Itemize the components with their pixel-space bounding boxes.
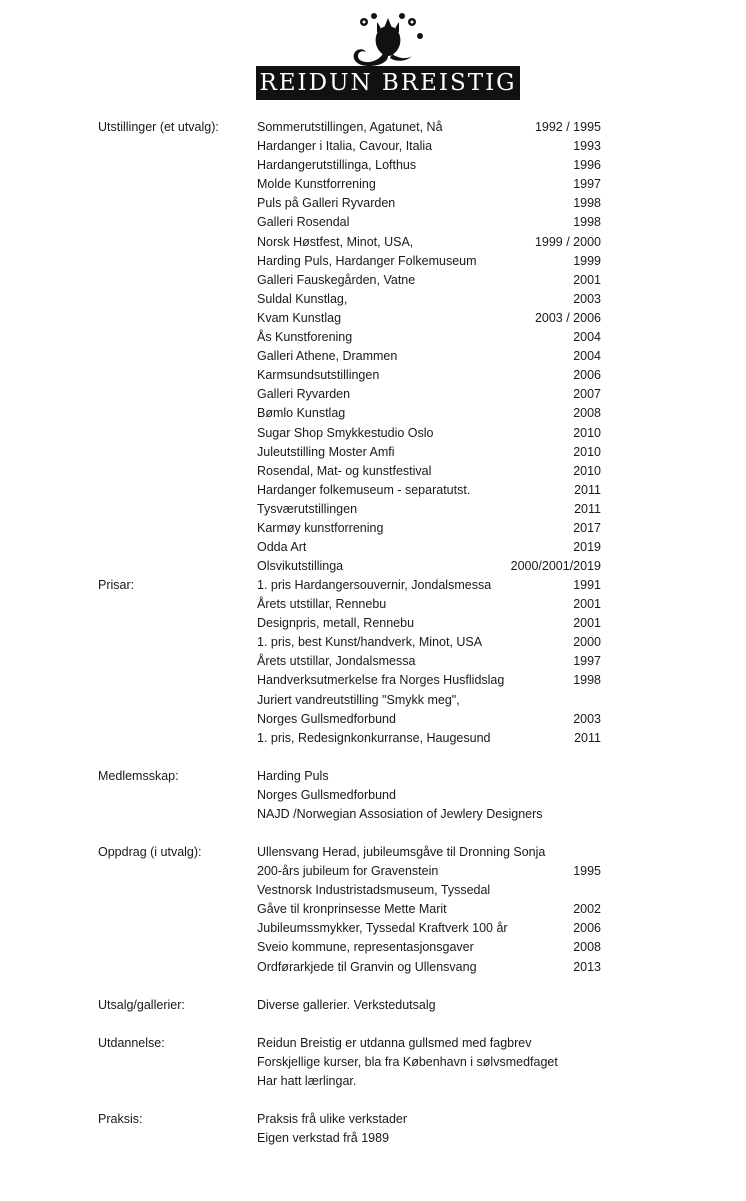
- entry-row: [0, 500, 746, 519]
- entry-year: 2001: [573, 597, 601, 612]
- entry-text: Gåve til kronprinsesse Mette Marit: [257, 902, 447, 917]
- entry-text: Kvam Kunstlag: [257, 310, 342, 325]
- entry-row: [0, 938, 746, 957]
- entry-row: [0, 424, 746, 443]
- entry-year: 2019: [573, 540, 601, 555]
- entry-row: [0, 671, 746, 690]
- entry-text: Juleutstilling Moster Amfi: [257, 444, 395, 459]
- entry-text: Bømlo Kunstlag: [257, 406, 346, 421]
- entry-row: [0, 290, 746, 309]
- entry-row: [0, 538, 746, 557]
- entry-text: Jubileumssmykker, Tyssedal Kraftverk 100 år: [257, 921, 508, 936]
- entry-year: 1997: [573, 654, 601, 669]
- entry-text: Juriert vandreutstilling "Smykk meg",: [257, 692, 460, 707]
- entry-text: 200-års jubileum for Gravenstein: [257, 864, 439, 879]
- entry-text: Praksis frå ulike verkstader: [257, 1112, 408, 1126]
- entry-text: Karmøy kunstforrening: [257, 520, 384, 535]
- entry-year: 2011: [574, 730, 601, 745]
- entry-row: [0, 958, 746, 977]
- entry-row: [0, 652, 746, 671]
- entry-row: [0, 557, 746, 576]
- brand-logo: [256, 12, 520, 100]
- entry-text: Galleri Ryvarden: [257, 387, 351, 402]
- entry-text: Ordførarkjede til Granvin og Ullensvang: [257, 959, 477, 974]
- entry-text: Harding Puls, Hardanger Folkemuseum: [257, 253, 477, 268]
- entry-year: 1998: [573, 215, 601, 230]
- entry-year: 2011: [574, 482, 601, 497]
- entry-row: [0, 843, 746, 862]
- entry-row: [0, 271, 746, 290]
- entry-row: [0, 252, 746, 271]
- entry-text: Har hatt lærlingar.: [257, 1074, 357, 1089]
- entry-year: 2004: [573, 330, 601, 345]
- entry-year: 2017: [573, 520, 601, 535]
- entry-text: Molde Kunstforrening: [257, 177, 376, 192]
- entry-row: [0, 462, 746, 481]
- entry-row: [0, 633, 746, 652]
- entry-year: 2006: [573, 921, 601, 936]
- entry-text: Årets utstillar, Jondalsmessa: [257, 654, 416, 669]
- entry-year: 2006: [573, 368, 601, 383]
- entry-row: [0, 328, 746, 347]
- entry-row: [0, 1034, 746, 1053]
- entry-row: [0, 519, 746, 538]
- entry-row: [0, 919, 746, 938]
- entry-text: Vestnorsk Industristadsmuseum, Tyssedal: [257, 883, 491, 898]
- cv-section: [0, 843, 746, 977]
- entry-year: 2003: [573, 711, 601, 726]
- entry-row: [0, 805, 746, 824]
- brand-name: REIDUN BREISTIG: [256, 66, 520, 100]
- entry-year: 1995: [573, 864, 601, 879]
- entry-year: 1998: [573, 196, 601, 211]
- entry-year: 2004: [573, 349, 601, 364]
- entry-text: Sommerutstillingen, Agatunet, Nå: [257, 120, 443, 134]
- entry-row: [0, 767, 746, 786]
- entry-text: Hardanger folkemuseum - separatutst.: [257, 482, 471, 497]
- entry-text: Norges Gullsmedforbund: [257, 788, 396, 803]
- section-label: Utstillinger (et utvalg):: [98, 120, 219, 134]
- entry-row: [0, 729, 746, 748]
- entry-text: Hardangerutstillinga, Lofthus: [257, 158, 417, 173]
- section-label: Prisar:: [98, 578, 135, 592]
- entry-year: 2008: [573, 406, 601, 421]
- entry-row: [0, 385, 746, 404]
- entry-text: Sugar Shop Smykkestudio Oslo: [257, 425, 434, 440]
- entry-row: [0, 137, 746, 156]
- entry-year: 1996: [573, 158, 601, 173]
- entry-row: [0, 710, 746, 729]
- entry-year: 2010: [573, 463, 601, 478]
- entry-row: [0, 481, 746, 500]
- entry-year: 1991: [573, 578, 601, 592]
- entry-year: 1993: [573, 139, 601, 154]
- entry-text: Tysværutstillingen: [257, 501, 358, 516]
- entry-row: [0, 175, 746, 194]
- cv-section: [0, 118, 746, 576]
- entry-year: 2007: [573, 387, 601, 402]
- entry-text: Galleri Athene, Drammen: [257, 349, 398, 364]
- entry-text: Puls på Galleri Ryvarden: [257, 196, 396, 211]
- entry-text: 1. pris, Redesignkonkurranse, Haugesund: [257, 730, 491, 745]
- entry-year: 2011: [574, 501, 601, 516]
- flower-icon: [344, 12, 432, 68]
- entry-row: [0, 881, 746, 900]
- entry-row: [0, 1129, 746, 1148]
- entry-row: [0, 691, 746, 710]
- entry-year: 1997: [573, 177, 601, 192]
- entry-text: Årets utstillar, Rennebu: [257, 597, 387, 612]
- entry-year: 2013: [573, 959, 601, 974]
- entry-row: [0, 194, 746, 213]
- entry-row: [0, 614, 746, 633]
- section-label: Medlemsskap:: [98, 769, 179, 783]
- entry-text: Sveio kommune, representasjonsgaver: [257, 940, 474, 955]
- entry-text: Karmsundsutstillingen: [257, 368, 380, 383]
- entry-text: Ullensvang Herad, jubileumsgåve til Dronning Sonja: [257, 845, 546, 859]
- entry-row: [0, 118, 746, 137]
- entry-text: 1. pris, best Kunst/handverk, Minot, USA: [257, 635, 483, 650]
- entry-year: 2003: [573, 291, 601, 306]
- entry-year: 2000/2001/2019: [510, 559, 601, 574]
- entry-row: [0, 404, 746, 423]
- entry-year: 2002: [573, 902, 601, 917]
- entry-year: 2010: [573, 444, 601, 459]
- cv-section: [0, 576, 746, 748]
- entry-text: Norges Gullsmedforbund: [257, 711, 396, 726]
- section-label: Praksis:: [98, 1112, 143, 1126]
- entry-text: Eigen verkstad frå 1989: [257, 1131, 390, 1146]
- entry-text: Suldal Kunstlag,: [257, 291, 348, 306]
- entry-row: [0, 862, 746, 881]
- entry-text: Harding Puls: [257, 769, 329, 783]
- entry-year: 1999 / 2000: [534, 234, 601, 249]
- entry-year: 1999: [573, 253, 601, 268]
- section-label: Utsalg/gallerier:: [98, 998, 185, 1012]
- entry-text: Reidun Breistig er utdanna gullsmed med fagbrev: [257, 1036, 532, 1050]
- entry-year: 1992 / 1995: [534, 120, 601, 134]
- entry-text: Norsk Høstfest, Minot, USA,: [257, 234, 414, 249]
- cv-section: [0, 767, 746, 824]
- entry-year: 2008: [573, 940, 601, 955]
- entry-text: Rosendal, Mat- og kunstfestival: [257, 463, 432, 478]
- entry-text: Galleri Rosendal: [257, 215, 350, 230]
- entry-row: [0, 443, 746, 462]
- entry-text: Diverse gallerier. Verkstedutsalg: [257, 998, 436, 1012]
- entry-year: 2003 / 2006: [534, 310, 601, 325]
- section-label: Utdannelse:: [98, 1036, 165, 1050]
- entry-text: Hardanger i Italia, Cavour, Italia: [257, 139, 433, 154]
- entry-year: 2010: [573, 425, 601, 440]
- entry-row: [0, 309, 746, 328]
- entry-text: Ås Kunstforening: [257, 330, 353, 345]
- entry-row: [0, 595, 746, 614]
- entry-text: Olsvikutstillinga: [257, 559, 344, 574]
- entry-row: [0, 347, 746, 366]
- section-label: Oppdrag (i utvalg):: [98, 845, 202, 859]
- entry-row: [0, 996, 746, 1015]
- entry-row: [0, 1110, 746, 1129]
- entry-text: Handverksutmerkelse fra Norges Husflidslag: [257, 673, 505, 688]
- entry-text: Forskjellige kurser, bla fra København i sølvsmedfaget: [257, 1055, 558, 1070]
- cv-section: [0, 996, 746, 1015]
- entry-row: [0, 366, 746, 385]
- entry-year: 2000: [573, 635, 601, 650]
- entry-text: Odda Art: [257, 540, 307, 555]
- cv-section: [0, 1034, 746, 1091]
- entry-row: [0, 233, 746, 252]
- entry-text: Galleri Fauskegården, Vatne: [257, 272, 416, 287]
- entry-row: [0, 156, 746, 175]
- entry-row: [0, 786, 746, 805]
- cv-section: [0, 1110, 746, 1148]
- entry-row: [0, 1053, 746, 1072]
- entry-year: 1998: [573, 673, 601, 688]
- entry-text: NAJD /Norwegian Assosiation of Jewlery Designers: [257, 807, 543, 822]
- entry-row: [0, 213, 746, 232]
- entry-row: [0, 1072, 746, 1091]
- entry-row: [0, 900, 746, 919]
- entry-text: Designpris, metall, Rennebu: [257, 616, 415, 631]
- entry-year: 2001: [573, 616, 601, 631]
- entry-row: [0, 576, 746, 595]
- entry-year: 2001: [573, 272, 601, 287]
- entry-text: 1. pris Hardangersouvernir, Jondalsmessa: [257, 578, 492, 592]
